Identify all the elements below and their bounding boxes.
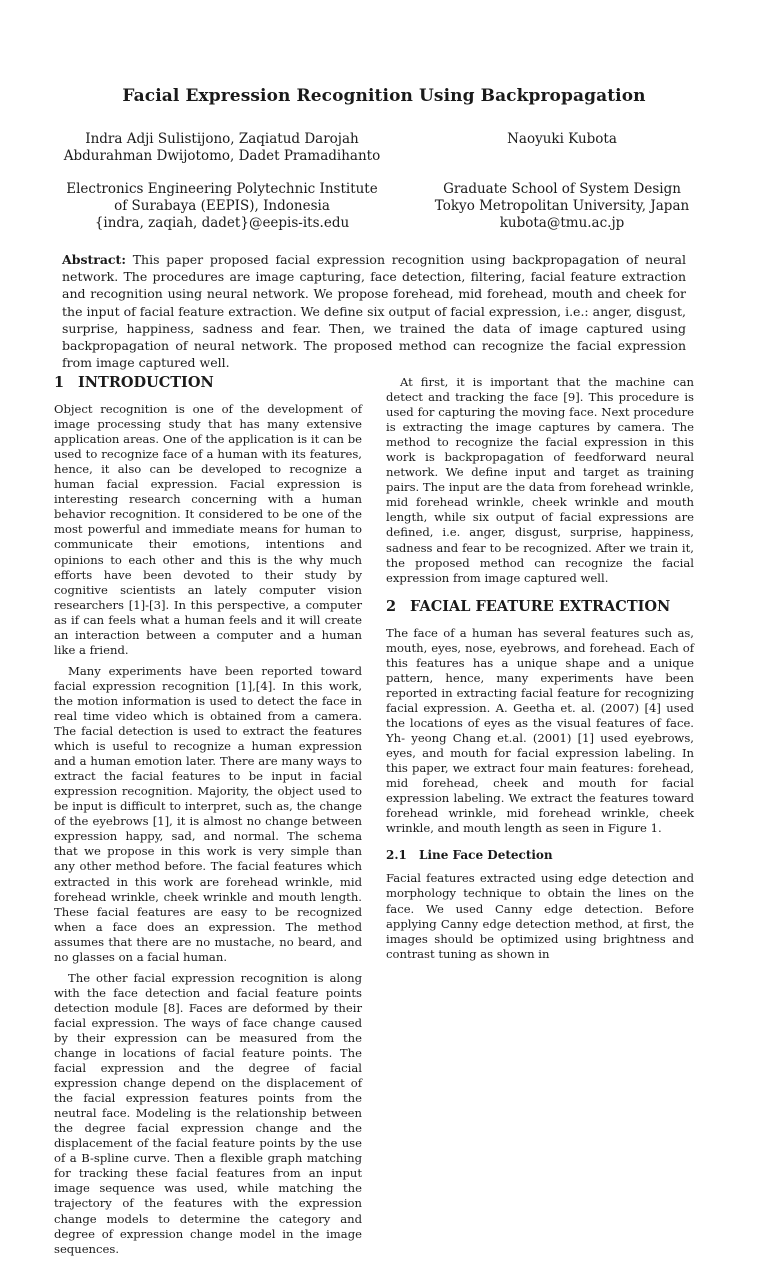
subsection-heading-line-face-detection xyxy=(386,848,694,863)
column-left xyxy=(54,375,362,1263)
section-title: FACIAL FEATURE EXTRACTION xyxy=(410,597,671,615)
paragraph: The other facial expression recognition is along with the face detection and facial feature points detection module [8]. Faces are deformed by their facial expression. The ways of face change caused by their expression can be measured from the change in locations of facial feature points. The facial expression and the degree of facial expression change depend on the displacement of the facial expression features points from the neutral face. Modeling is the relationship between the degree facial expression change and the displacement of the facial feature points by the use of a B-spline curve. Then a flexible graph matching for tracking these facial features from an input image sequence was used, while matching the trajectory of the features with the expression change models to determine the category and degree of expression change model in the image sequences. xyxy=(54,970,362,1256)
author-names-line: Abdurahman Dwijotomo, Dadet Pramadihanto xyxy=(63,148,381,164)
author-name: Naoyuki Kubota xyxy=(507,131,617,147)
paragraph: At first, it is important that the machine can detect and tracking the face [9]. This procedure is used for capturing the moving face. Next procedure is extracting the image captures by camera. The method to recognize the facial expression in this work is backpropagation of feedforward neural network. We define input and target as training pairs. The input are the data from forehead wrinkle, mid forehead wrinkle, cheek wrinkle and mouth length, while six output of facial expressions are defined, i.e. anger, disgust, surprise, happiness, sadness and fear to be recognized. After we train it, the proposed method can recognize the facial expression from image captured well. xyxy=(386,375,694,585)
section-heading-introduction xyxy=(54,375,362,390)
author-email: kubota@tmu.ac.jp xyxy=(499,215,625,231)
author-block-left xyxy=(62,131,382,232)
paper-title: Facial Expression Recognition Using Backpropagation xyxy=(122,86,646,106)
author-names-spacer xyxy=(407,148,717,165)
abstract xyxy=(62,251,686,371)
section-number: 2 xyxy=(386,597,397,615)
column-right-flow xyxy=(386,375,694,962)
abstract-text: This paper proposed facial expression recognition using backpropagation of neural network. The procedures are image capturing, face detection, filtering, facial feature extraction and recognition using neural network. We propose forehead, mid forehead, mouth and cheek for the input of facial feature extraction. We define six output of facial expression, i.e.: anger, disgust, surprise, happiness, sadness and fear. Then, we trained the data of image captured using backpropagation of neural network. The proposed method can recognize the facial expression from image captured well. xyxy=(62,252,686,371)
author-names-line: Indra Adji Sulistijono, Zaqiatud Darojah xyxy=(85,131,359,147)
paragraph: Facial features extracted using edge detection and morphology technique to obtain the lines on the face. We used Canny edge detection. Before applying Canny edge detection method, at first, the images should be optimized using brightness and contrast tuning as shown in xyxy=(386,871,694,961)
paragraph: Many experiments have been reported toward facial expression recognition [1],[4]. In this work, the motion information is used to detect the face in real time video which is obtained from a camera. The facial detection is used to extract the features which is useful to recognize a human expression and a human emotion later. There are many ways to extract the facial features to be input in facial expression recognition. Majority, the object used to be input is difficult to interpret, such as, the change of the eyebrows [1], it is almost no change between expression happy, sad, and normal. The schema that we propose in this work is very simple than any other method before. The facial features which extracted in this work are forehead wrinkle, mid forehead wrinkle, cheek wrinkle and mouth length. These facial features are easy to be recognized when a face does an expression. The method assumes that there are no mustache, no beard, and no glasses on a facial human. xyxy=(54,663,362,964)
section-title: INTRODUCTION xyxy=(78,374,214,391)
column-right xyxy=(386,375,694,968)
author-block-right xyxy=(407,131,717,232)
author-email: {indra, zaqiah, dadet}@eepis-its.edu xyxy=(94,215,350,231)
section-heading-facial-feature-extraction xyxy=(386,599,694,614)
paragraph: Object recognition is one of the development of image processing study that has many extensive application areas. One of the application is it can be used to recognize face of a human with its features, hence, it also can be developed to recognize a human facial expression. Facial expression is interesting research concerning with a human behavior recognition. It considered to be one of the most powerful and immediate means for human to communicate their emotions, intentions and opinions to each other and this is the why much efforts have been devoted to their study by cognitive scientists an lately computer vision researchers [1]-[3]. In this perspective, a computer as if can feels what a human feels and it will create an interaction between a computer and a human like a friend. xyxy=(54,402,362,657)
affiliation-line: of Surabaya (EEPIS), Indonesia xyxy=(114,198,330,214)
abstract-label: Abstract: xyxy=(62,252,126,267)
section-number: 1 xyxy=(54,374,65,391)
paragraph: The face of a human has several features such as, mouth, eyes, nose, eyebrows, and forehead. Each of this features has a unique shape and a unique pattern, hence, many experiments have been reported in extracting facial feature for recognizing facial expression. A. Geetha et. al. (2007) [4] used the locations of eyes as the visual features of face. Yh- yeong Chang et.al. (2001) [1] used eyebrows, eyes, and mouth for facial expression labeling. In this paper, we extract four main features: forehead, mid forehead, cheek and mouth for facial expression labeling. We extract the features toward forehead wrinkle, mid forehead wrinkle, cheek wrinkle, and mouth length as seen in Figure 1. xyxy=(386,625,694,836)
affiliation-line: Electronics Engineering Polytechnic Institute xyxy=(66,181,378,197)
subsection-number: 2.1 xyxy=(386,848,407,863)
subsection-title: Line Face Detection xyxy=(419,848,553,863)
affiliation-line: Tokyo Metropolitan University, Japan xyxy=(434,198,690,214)
affiliation-line: Graduate School of System Design xyxy=(443,181,681,197)
